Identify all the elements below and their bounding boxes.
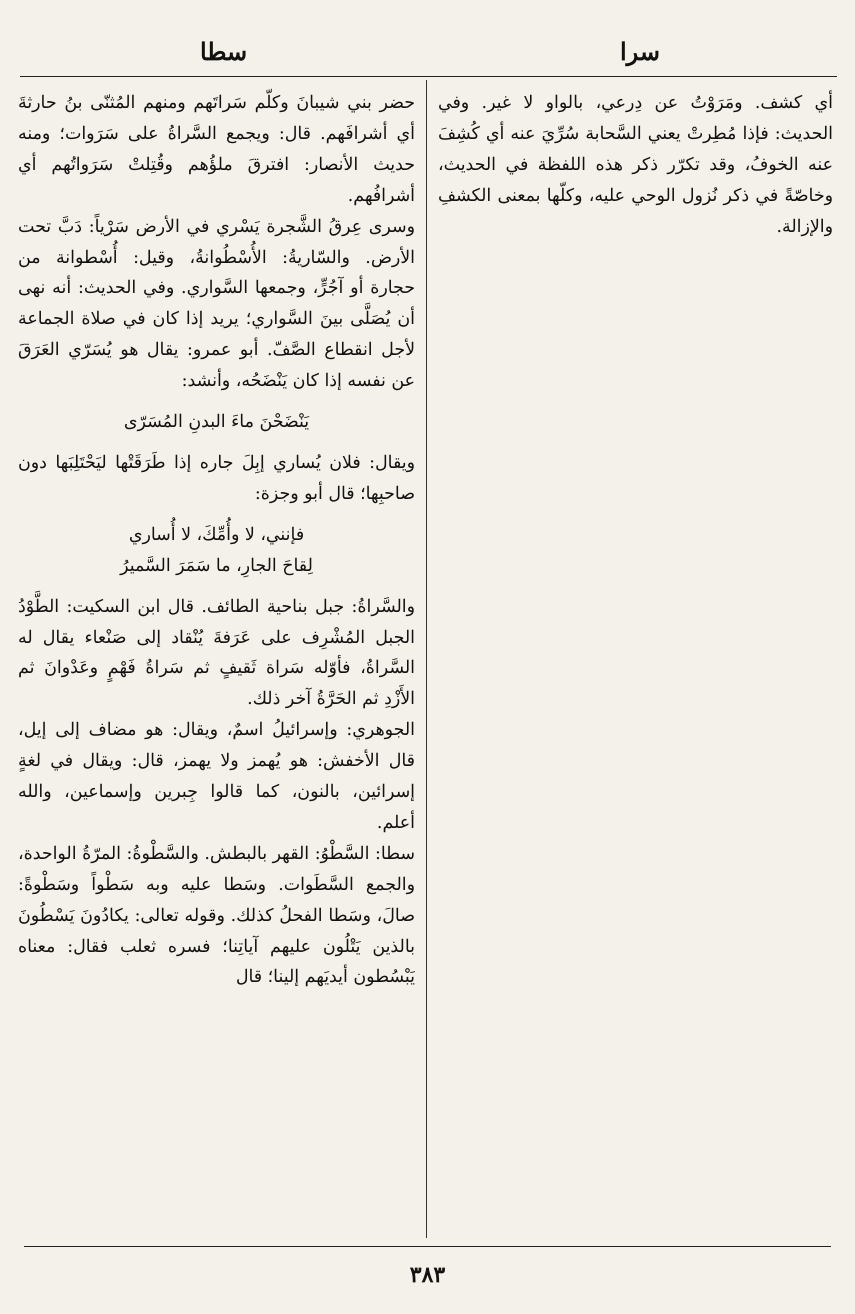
verse-line-1: فإنني، لا وأُمِّكَ، لا أُساري [128, 524, 305, 545]
left-para-2: وسرى عِرقُ الشَّجرة يَسْري في الأرض سَرْياً: دَبَّ تحت الأرض. والسّاريةُ: الأُسْطُوانةُ، وقيل: أُسْطوانة من حجارة أو آجُرٍّ، وجمعها السَّواري. وفي الحديث: أنه نهى أن يُصَلَّى بينَ السَّواري؛ يريد إذا كان في صلاة الجماعة لأجل انقطاع الصَّفّ. أبو عمرو: يقال هو يُسَرّي العَرَقَ عن نفسه إذا كان يَنْضَحُه، وأنشد: [18, 216, 415, 392]
left-para-4: والسَّراةُ: جبل بناحية الطائف. قال ابن السكيت: الطَّوْدُ الجبل المُشْرِف على عَرَفةَ يُنْقاد إلى صَنْعاء يقال له السَّراةُ، فأوّله سَراة ثَقيفٍ ثم سَراةُ فَهْمٍ وعَدْوانَ ثم الأَزْدِ ثم الحَرَّةُ آخر ذلك. [18, 596, 415, 710]
column-divider [426, 80, 427, 1238]
left-para-1: حضر بني شيبانَ وكلّم سَراتَهم ومنهم المُثنّى بنُ حارثةَ أي أشرافَهم. قال: ويجمع السَّراةُ على سَرَوات؛ ومنه حديث الأنصار: افترقَ ملؤُهم وقُتِلتْ سَرَواتُهم أي أشرافُهم. [18, 93, 415, 206]
footer-rule [24, 1246, 831, 1247]
header-rule [20, 76, 837, 77]
right-column-text: أي كشف. ومَرَوْتُ عن دِرعي، بالواو لا غير. وفي الحديث: فإذا مُطِرتْ يعني السَّحابة سُرِّيَ عنه أي كُشِفَ عنه الخوفُ، وقد تكرّر ذكر هذه اللفظة في الحديث، وخاصّةً في ذكر نُزول الوحي عليه، وكلّها بمعنى الكشفِ والإزالة. [438, 93, 833, 237]
verse-line-2: لِقاحَ الجارِ، ما سَمَرَ السَّميرُ [120, 555, 313, 576]
right-column [438, 88, 833, 1238]
running-header-left: سطا [200, 37, 248, 66]
running-header-right: سرا [619, 37, 660, 66]
left-column [18, 88, 415, 1238]
verse-quote-2 [18, 520, 415, 582]
verse-line: يَنْضَحْنَ ماءَ البدنِ المُسَرّى [123, 412, 310, 433]
left-para-6: سطا: السَّطْوُ: القهر بالبطش. والسَّطْوةُ: المرّةُ الواحدة، والجمع السَّطَوات. وسَطا عليه وبه سَطْواً وسَطْوةً: صالَ، وسَطا الفحلُ كذلك. وقوله تعالى: يكادُونَ يَسْطُونَ بالذين يَتْلُون عليهم آياتِنا؛ فسره ثعلب فقال: معناه يَبْسُطون أيديَهم إلينا؛ قال [18, 843, 415, 988]
left-para-5: الجوهري: وإسرائيلُ اسمٌ، ويقال: هو مضاف إلى إيل، قال الأخفش: هو يُهمز ولا يهمز، قال: ويقال في لغةٍ إسرائين، بالنون، كما قالوا جِبرين وإسماعين، والله أعلم. [18, 720, 415, 833]
page-number: ٣٨٣ [409, 1262, 446, 1288]
left-para-3: ويقال: فلان يُساري إبِلَ جاره إذا طَرَقَتْها ليَحْتَلِبَها دون صاحبِها؛ قال أبو وجزة: [18, 452, 415, 504]
verse-quote-1 [18, 407, 415, 438]
